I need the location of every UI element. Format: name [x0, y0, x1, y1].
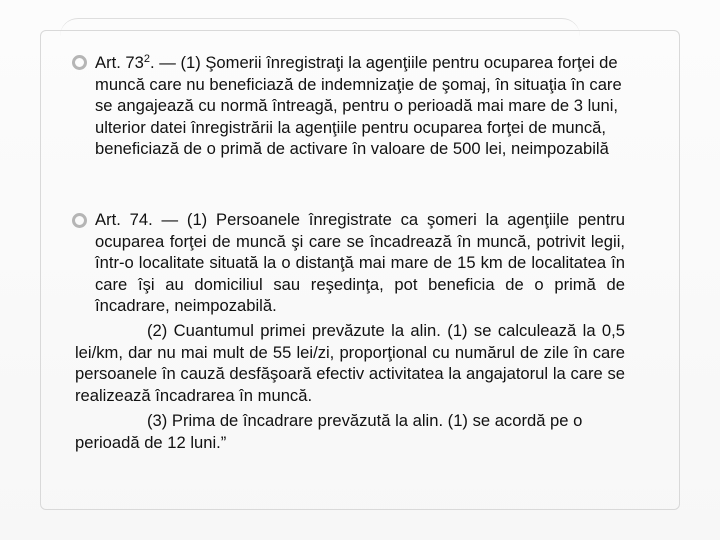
bullet-icon: [72, 55, 87, 70]
slide-frame-arc: [60, 18, 580, 49]
paragraph-art-74-alin-1: Art. 74. — (1) Persoanele înregistrate ca şomeri la agenţiile pentru ocuparea forţei de muncă şi care se încadrează în muncă, potrivit legii, într-o localitate situată la o distanţă mai mare de 15 km de localitatea în care îşi au domiciliul sau reşedinţa, pot beneficia de o primă de încadrare, neimpozabilă.: [95, 210, 625, 315]
art73-text: . — (1) Şomerii înregistraţi la agenţiile pentru ocuparea forţei de muncă care nu beneficiază de indemnizaţie de şomaj, în situaţia în care se angajează cu normă întreagă, pentru o perioadă mai mare de 3 luni, ulterior datei înregistrării la agenţiile pentru ocuparea forţei de muncă, beneficiază de o primă de activare în valoare de 500 lei, neimpozabilă: [95, 53, 622, 158]
paragraph-art-74-alin-3: (3) Prima de încadrare prevăzută la alin. (1) se acordă pe o perioadă de 12 luni.”: [75, 411, 583, 452]
art73-superscript: 2: [143, 53, 151, 65]
paragraph-art-73: [95, 52, 625, 160]
bullet-icon: [72, 213, 87, 228]
paragraph-art-74-alin-2: (2) Cuantumul primei prevăzute la alin. (1) se calculează la 0,5 lei/km, dar nu mai mult de 55 lei/zi, proporţional cu numărul de zile în care persoanele în cauză desfăşoară efectiv activitatea la angajatorul la care se realizează încadrarea în muncă.: [75, 321, 625, 405]
art73-label: Art. 73: [95, 53, 144, 72]
